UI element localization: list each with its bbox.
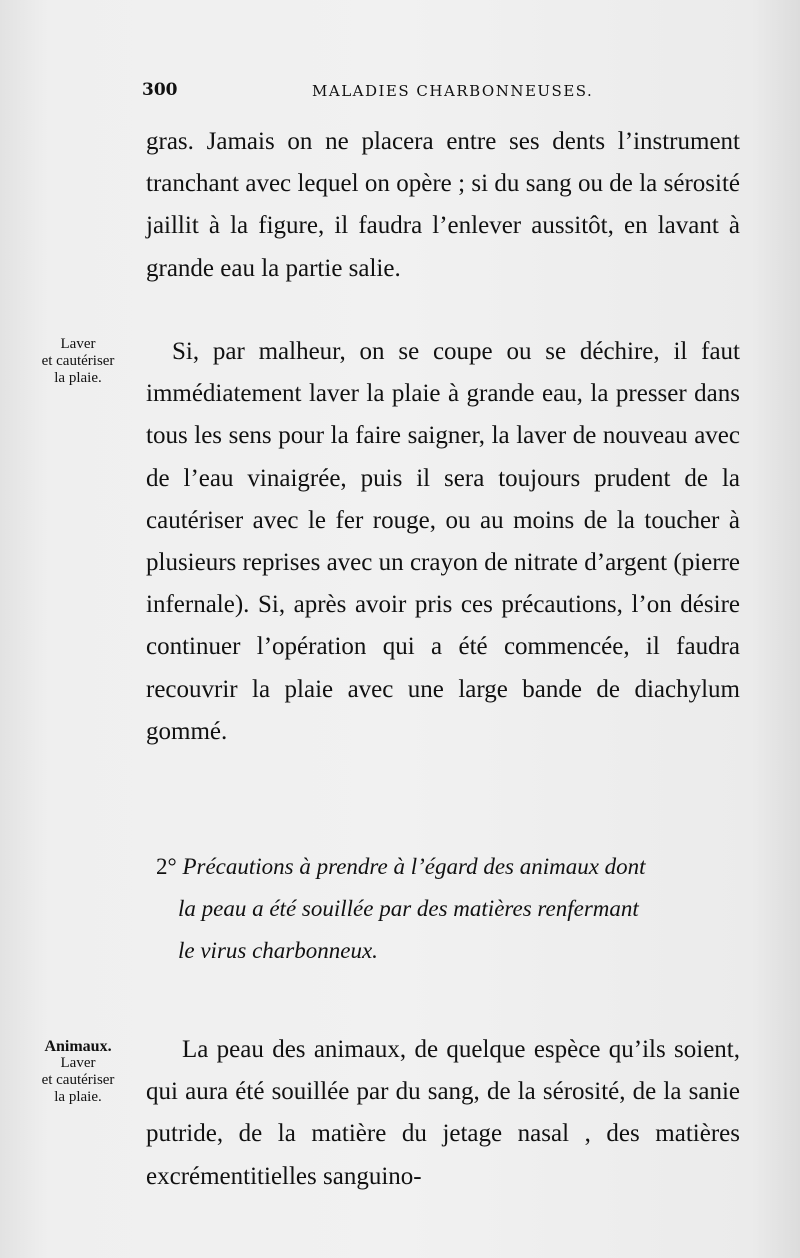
page-number: 300 bbox=[142, 80, 178, 100]
section-heading-line-2: la peau a été souillée par des matières renfermant bbox=[178, 896, 639, 921]
paragraph-1: gras. Jamais on ne placera entre ses dents l’instrument tranchant avec lequel on opère ; si du sang ou de la sérosité jaillit à la figure, il faudra l’enlever aussitôt, en lavant à grande eau la partie salie. bbox=[146, 128, 740, 282]
margin-note-1-line: Laver bbox=[60, 336, 96, 352]
section-heading bbox=[156, 846, 742, 972]
section-heading-line-1: Précautions à prendre à l’égard des animaux dont bbox=[182, 854, 646, 879]
running-title: MALADIES CHARBONNEUSES. bbox=[312, 82, 594, 100]
margin-note-2 bbox=[28, 1038, 128, 1106]
margin-note-1 bbox=[28, 336, 128, 387]
page-header bbox=[142, 80, 742, 104]
section-heading-line-3: le virus charbonneux. bbox=[178, 938, 378, 963]
paragraph-3: La peau des animaux, de quelque espèce qu’ils soient, qui aura été souillée par du sang, de la sérosité, de la sanie putride, de la matière du jetage nasal , des matières excrémentitielles sanguino- bbox=[146, 1036, 740, 1190]
margin-note-2-line: et cautériser bbox=[41, 1072, 115, 1088]
section-number: 2° bbox=[156, 854, 177, 879]
margin-note-2-line: la plaie. bbox=[54, 1089, 102, 1105]
margin-note-1-line: et cautériser bbox=[41, 353, 115, 369]
margin-note-2-line: Animaux. bbox=[44, 1038, 112, 1055]
margin-note-1-line: la plaie. bbox=[54, 370, 102, 386]
margin-note-2-line: Laver bbox=[60, 1055, 96, 1071]
paragraph-2: Si, par malheur, on se coupe ou se déchire, il faut immédiatement laver la plaie à grande eau, la presser dans tous les sens pour la faire saigner, la laver de nouveau avec de l’eau vinaigrée, puis il sera toujours prudent de la cautériser avec le fer rouge, ou au moins de la toucher à plusieurs reprises avec un crayon de nitrate d’argent (pierre infernale). Si, après avoir pris ces précautions, l’on désire continuer l’opération qui a été commencée, il faudra recouvrir la plaie avec une large bande de diachylum gommé. bbox=[146, 338, 740, 745]
